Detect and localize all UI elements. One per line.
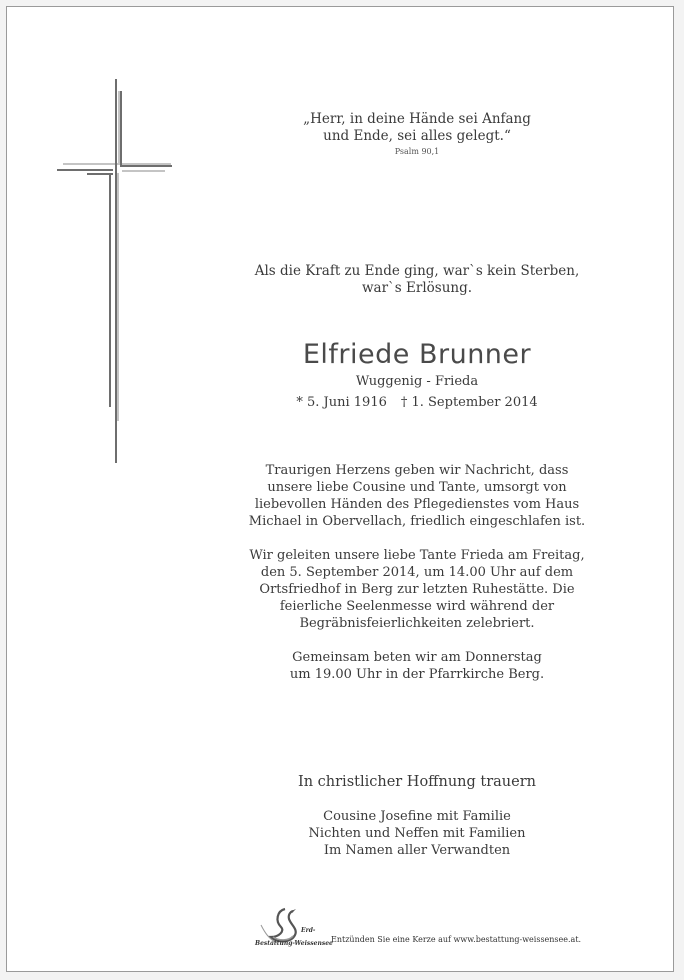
candle-link-text[interactable]: Entzünden Sie eine Kerze auf www.bestattung-weissensee.at. [331, 935, 582, 944]
cross-icon [57, 75, 177, 467]
mourner-item: Nichten und Neffen mit Familien [308, 826, 526, 841]
psalm-block [222, 111, 612, 157]
death-date: † 1. September 2014 [400, 395, 538, 410]
birth-name: Wuggenig - Frieda [355, 374, 479, 389]
funeral-home-logo [255, 903, 333, 949]
verse: Als die Kraft zu Ende ging, war`s kein Sterben, war`s Erlösung. [254, 263, 580, 296]
logo-text-bottom: Bestattung-Weissensee [255, 940, 333, 947]
birth-date: * 5. Juni 1916 [296, 395, 387, 410]
logo-text-top: Erd- [301, 927, 316, 934]
mourner-item: Im Namen aller Verwandten [323, 843, 511, 858]
life-dates [222, 394, 612, 411]
paragraph-funeral: Wir geleiten unsere liebe Tante Frieda am Freitag, den 5. September 2014, um 14.00 Uhr auf dem Ortsfriedhof in Berg zur letzten Ruhestätte. Die feierliche Seelenmesse wird während der Begräbnisfeierlichkeiten zelebriert. [249, 548, 585, 631]
paragraph-prayer: Gemeinsam beten wir am Donnerstag um 19.00 Uhr in der Pfarrkirche Berg. [289, 650, 545, 682]
footer [255, 903, 581, 949]
deceased-block [222, 337, 612, 411]
mourners-list [222, 808, 612, 859]
mourners-block [222, 773, 612, 859]
obituary-page [6, 6, 674, 972]
psalm-quote: „Herr, in deine Hände sei Anfang und Ende, sei alles gelegt.“ [303, 111, 531, 144]
mourning-heading: In christlicher Hoffnung trauern [297, 774, 536, 790]
mourner-item: Cousine Josefine mit Familie [323, 809, 511, 824]
deceased-name: Elfriede Brunner [302, 339, 532, 370]
psalm-source: Psalm 90,1 [394, 147, 440, 156]
announcement-text [222, 462, 612, 700]
paragraph-announcement: Traurigen Herzens geben wir Nachricht, dass unsere liebe Cousine und Tante, umsorgt von liebevollen Händen des Pflegedienstes vom Haus Michael in Obervellach, friedlich eingeschlafen ist. [248, 463, 586, 529]
